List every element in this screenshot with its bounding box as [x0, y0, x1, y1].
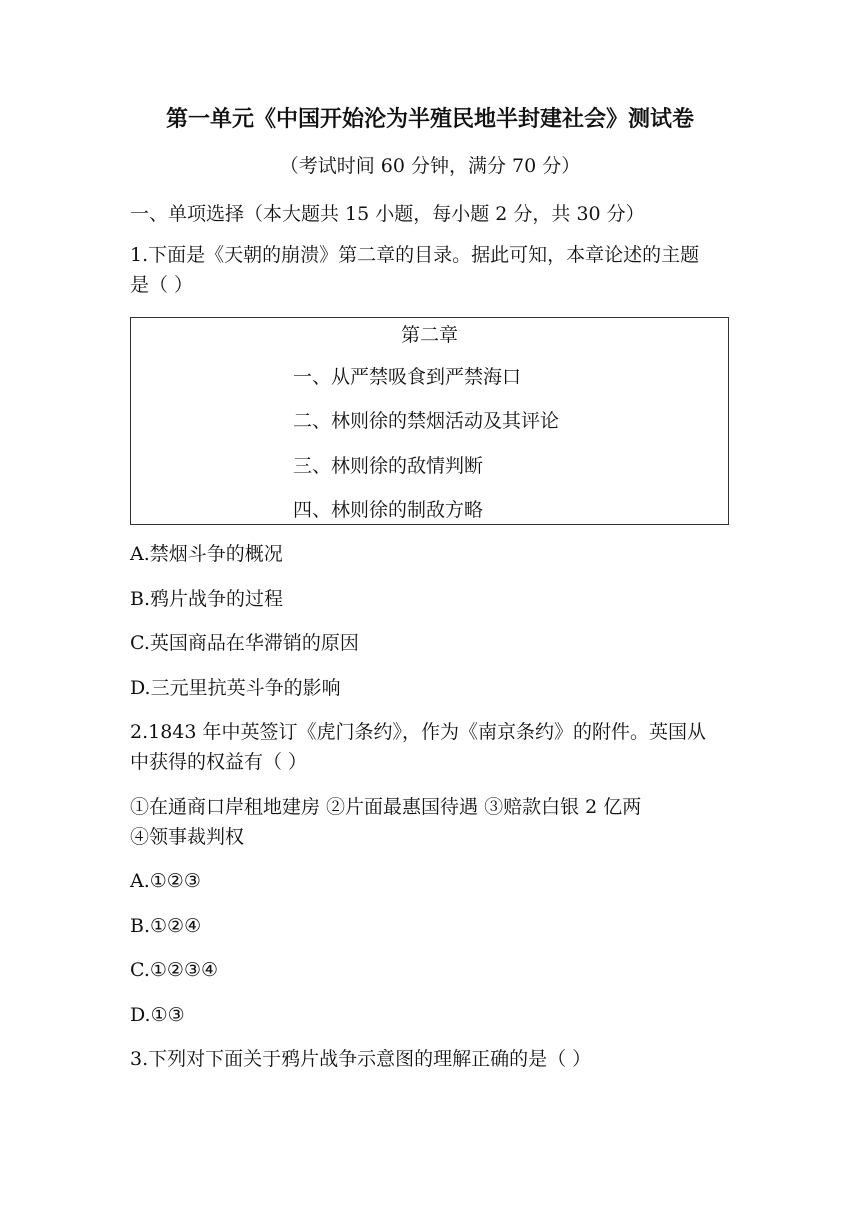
question-3-text-line-1: 3.下列对下面关于鸦片战争示意图的理解正确的是（ ） [130, 1048, 592, 1070]
question-2-option-b: B.①②④ [130, 915, 202, 937]
question-1-text-line-1: 1.下面是《天朝的崩溃》第二章的目录。据此可知，本章论述的主题 [130, 244, 700, 266]
toc-item: 三、林则徐的敌情判断 [293, 455, 484, 477]
section-heading: 一、单项选择（本大题共 15 小题，每小题 2 分，共 30 分） [130, 203, 645, 225]
toc-item: 一、从严禁吸食到严禁海口 [293, 366, 522, 388]
table-of-contents-box [130, 317, 729, 525]
question-1-text-line-2: 是（ ） [130, 274, 194, 296]
page-title: 第一单元《中国开始沦为半殖民地半封建社会》测试卷 [165, 107, 694, 132]
question-2-option-a: A.①②③ [130, 870, 201, 892]
question-2-text-line-2: 中获得的权益有（ ） [130, 751, 308, 773]
question-2-text-line-1: 2.1843 年中英签订《虎门条约》，作为《南京条约》的附件。英国从 [130, 721, 707, 743]
toc-item: 四、林则徐的制敌方略 [293, 499, 484, 521]
toc-item: 二、林则徐的禁烟活动及其评论 [293, 410, 560, 432]
question-2-option-c: C.①②③④ [130, 959, 219, 981]
question-1-option-c: C.英国商品在华滞销的原因 [130, 632, 359, 654]
question-1-option-b: B.鸦片战争的过程 [130, 588, 284, 610]
exam-info: （考试时间 60 分钟，满分 70 分） [279, 155, 581, 177]
question-2-choices-line-1: ①在通商口岸租地建房 ②片面最惠国待遇 ③赔款白银 2 亿两 [130, 796, 642, 818]
toc-heading: 第二章 [400, 324, 458, 346]
question-2-option-d: D.①③ [130, 1004, 185, 1026]
question-1-option-d: D.三元里抗英斗争的影响 [130, 677, 341, 699]
question-1-option-a: A.禁烟斗争的概况 [130, 543, 283, 565]
question-2-choices-line-2: ④领事裁判权 [130, 826, 245, 848]
